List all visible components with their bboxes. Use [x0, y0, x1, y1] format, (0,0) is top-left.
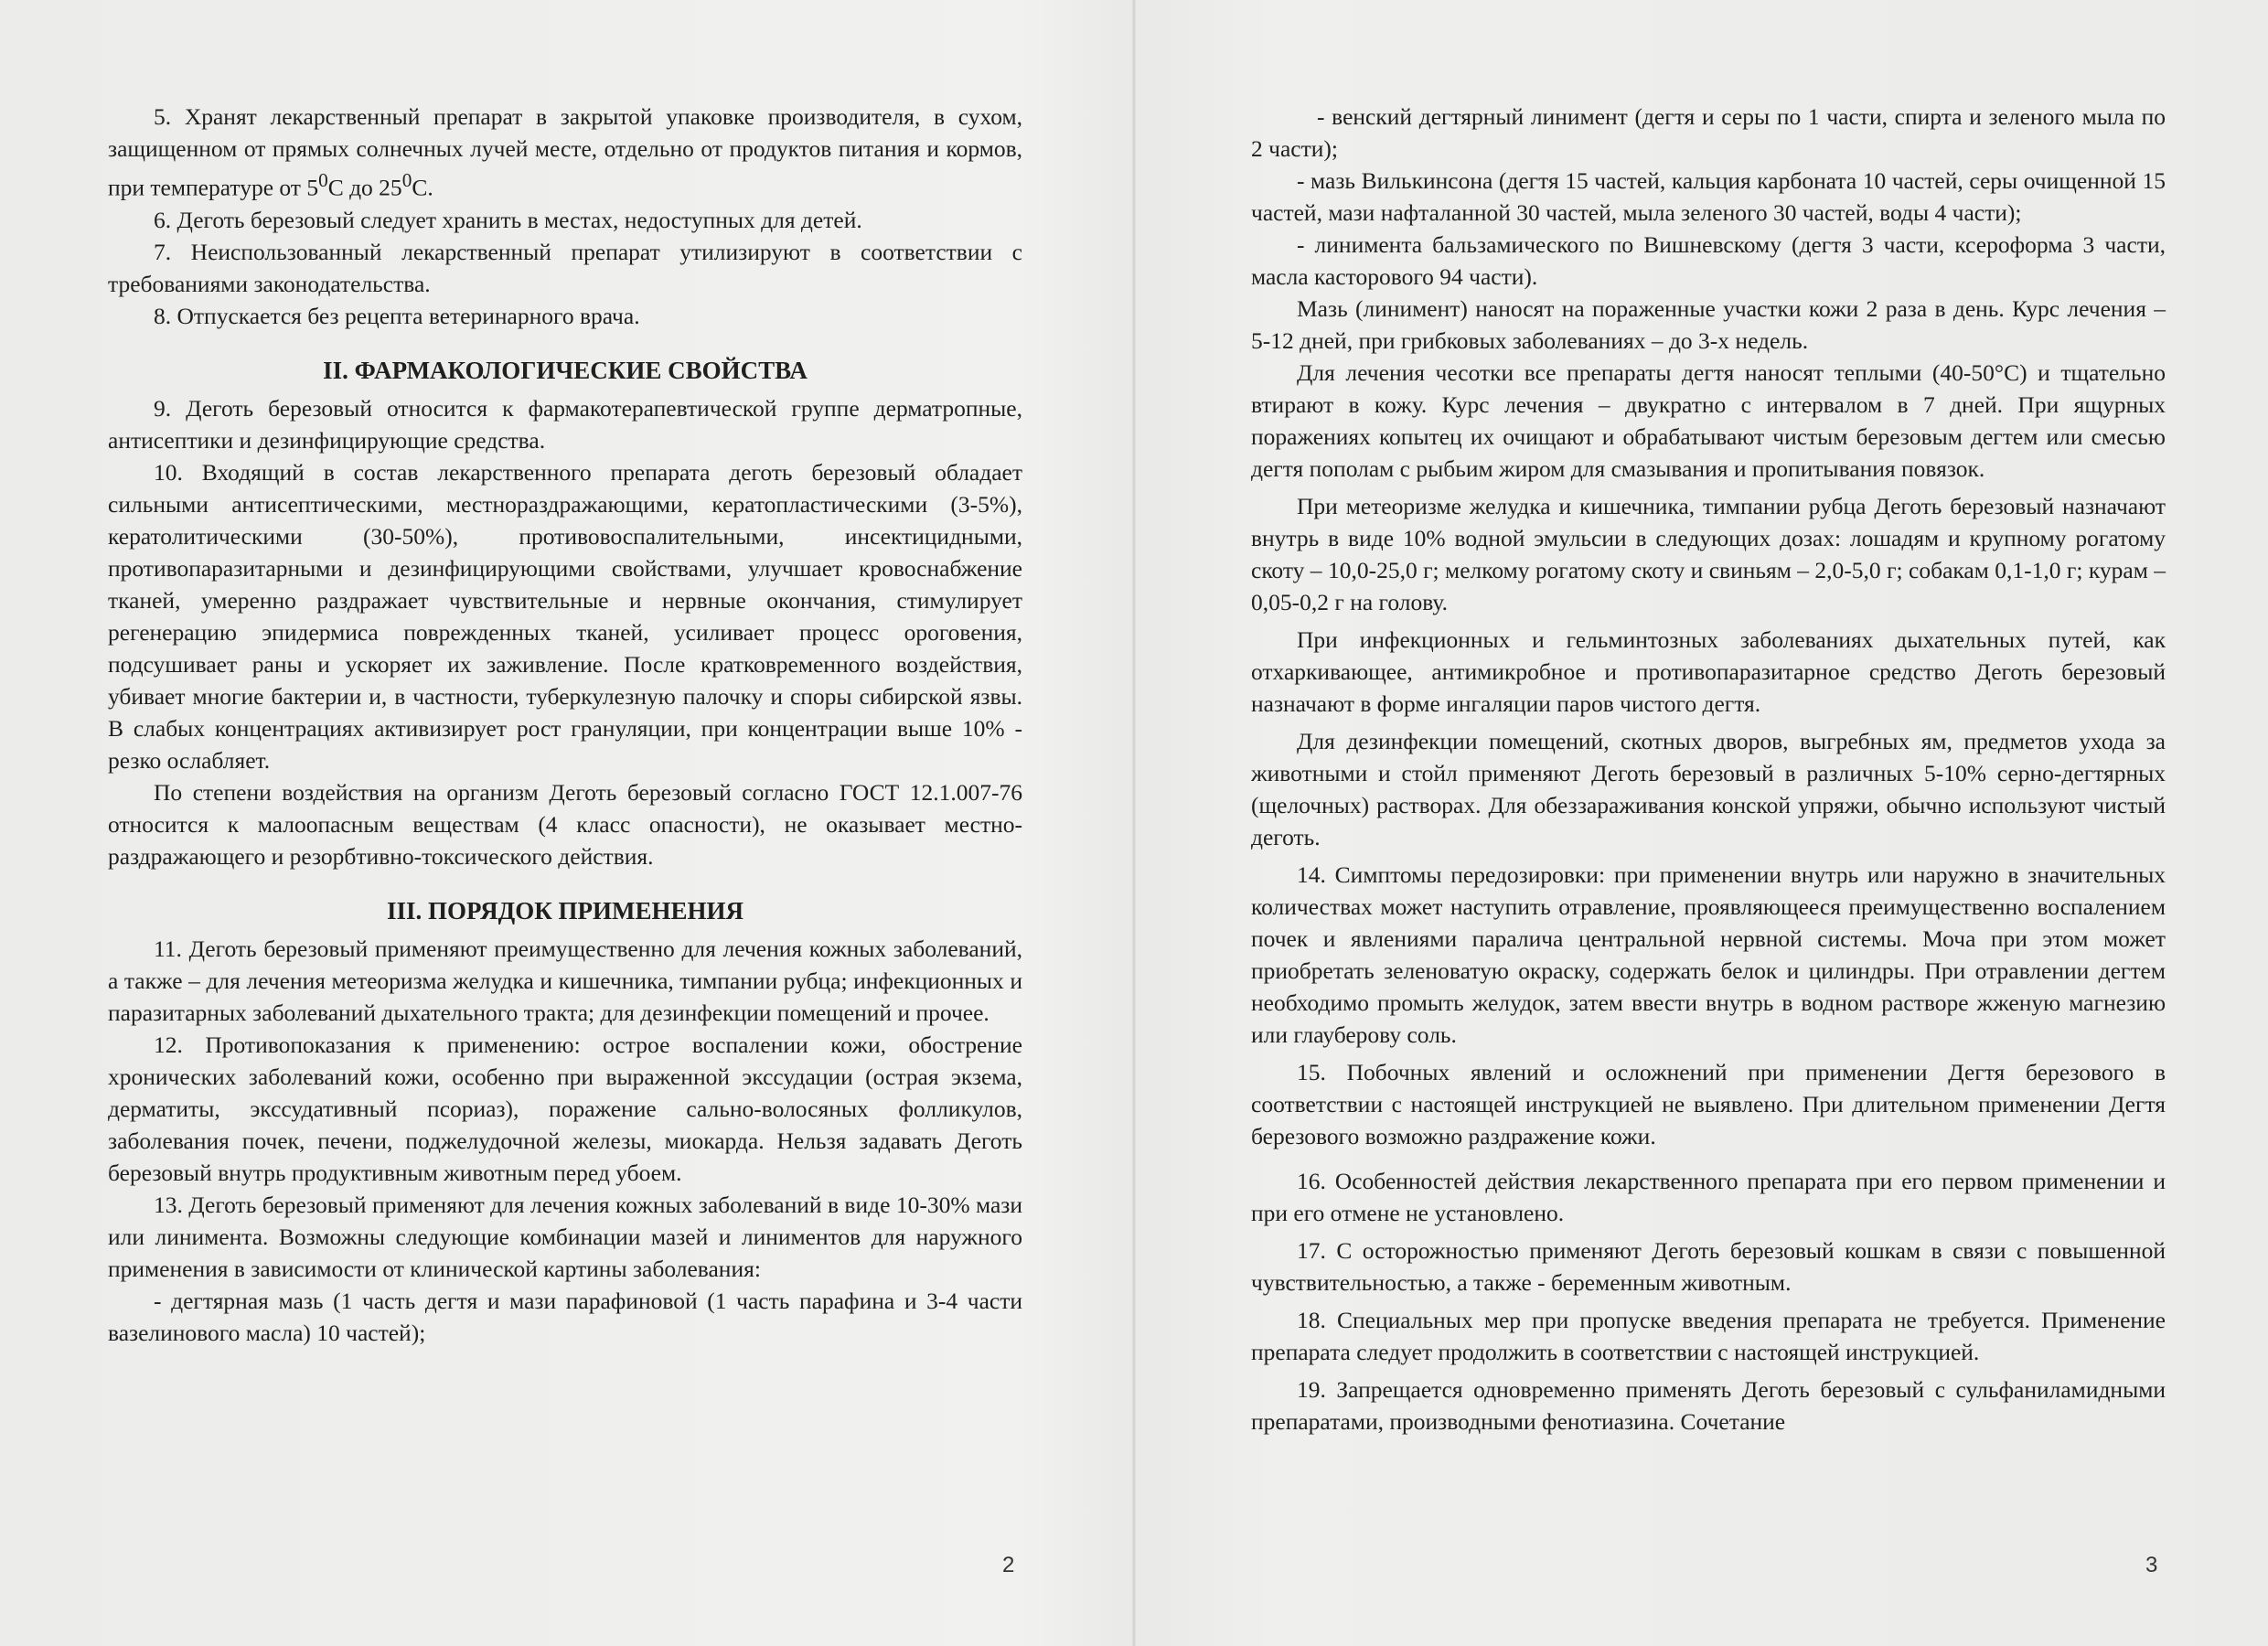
page-fold [1132, 0, 1136, 1646]
paragraph-8: 8. Отпускается без рецепта ветеринарного врача. [154, 302, 640, 329]
paragraph-12: 12. Противопоказания к применению: острое воспалении кожи, обострение хронических заболеваний кожи, особенно при выраженной экссудации (острая экзема, дерматиты, экссудативный псориаз), поражение сально-волосяных фолликулов, заболевания почек, печени, поджелудочной железы, миокарда. Нельзя задавать Деготь березовый внутрь продуктивным животным перед убоем. [108, 1031, 1022, 1186]
paragraph-7: 7. Неиспользованный лекарственный препарат утилизируют в соответствии с требованиями законодательства. [108, 238, 1022, 297]
degree-sup-1: 0 [318, 169, 328, 191]
paragraph-scabies: Для лечения чесотки все препараты дегтя наносят теплыми (40-50°С) и тщательно втирают в кожу. Курс лечения – двукратно с интервалом в 7 дней. При ящурных поражениях копытец их очищают и обрабатывают чистым березовым дегтем или смесью дегтя пополам с рыбьим жиром для смазывания и пропитывания повязок. [1251, 359, 2166, 482]
paragraph-17: 17. С осторожностью применяют Деготь березовый кошкам в связи с повышенной чувствительностью, а также - беременным животным. [1251, 1237, 2166, 1296]
list-item-viennese-liniment: - венский дегтярный линимент (дегтя и серы по 1 части, спирта и зеленого мыла по 2 части); [1251, 103, 2166, 162]
paragraph-11: 11. Деготь березовый применяют преимущественно для лечения кожных заболеваний, а также – для лечения метеоризма желудка и кишечника, тимпании рубца; инфекционных и паразитарных заболеваний дыхательного тракта; для дезинфекции помещений и прочее. [108, 935, 1022, 1026]
paragraph-respiratory: При инфекционных и гельминтозных заболеваниях дыхательных путей, как отхаркивающее, антимикробное и противопаразитарное средство Деготь березовый назначают в форме ингаляции паров чистого дегтя. [1251, 626, 2166, 717]
page-number-right: 3 [2145, 1553, 2158, 1577]
paragraph-application-course: Мазь (линимент) наносят на пораженные участки кожи 2 раза в день. Курс лечения – 5-12 дней, при грибковых заболеваниях – до 3-х недель. [1251, 295, 2166, 354]
list-item-wilkinson-ointment: - мазь Вилькинсона (дегтя 15 частей, кальция карбоната 10 частей, серы очищенной 15 частей, мази нафталанной 30 частей, мыла зеленого 30 частей, воды 4 части); [1251, 167, 2166, 226]
paragraph-10: 10. Входящий в состав лекарственного препарата деготь березовый обладает сильными антисептическими, местнораздражающими, кератопластическими (3-5%), кератолитическими (30-50%), противовоспалительными, инсектицидными, противопаразитарными и дезинфицирующими свойствами, улучшает кровоснабжение тканей, умеренно раздражает чувствительные и нервные окончания, стимулирует регенерацию эпидермиса поврежденных тканей, усиливает процесс ороговения, подсушивает раны и ускоряет их заживление. После кратковременного воздействия, убивает многие бактерии и, в частности, туберкулезную палочку и споры сибирской язвы. В слабых концентрациях активизирует рост грануляции, при концентрации выше 10% - резко ослабляет. [108, 458, 1022, 774]
p5-end-text: С. [412, 174, 433, 201]
paragraph-5 [108, 101, 1022, 204]
page-number-left: 2 [1002, 1553, 1015, 1577]
p5-text: 5. Хранят лекарственный препарат в закрытой упаковке производителя, в сухом, защищенном от прямых солнечных лучей месте, отдельно от продуктов питания и кормов, при температуре от 5 [108, 103, 1022, 201]
paragraph-16: 16. Особенностей действия лекарственного препарата при его первом применении и при его отмене не установлено. [1251, 1168, 2166, 1226]
paragraph-6: 6. Деготь березовый следует хранить в местах, недоступных для детей. [154, 206, 862, 233]
paragraph-18: 18. Специальных мер при пропуске введения препарата не требуется. Применение препарата следует продолжить в соответствии с настоящей инструкцией. [1251, 1307, 2166, 1365]
paragraph-meteorism: При метеоризме желудка и кишечника, тимпании рубца Деготь березовый назначают внутрь в виде 10% водной эмульсии в следующих дозах: лошадям и крупному рогатому скоту – 10,0-25,0 г; мелкому рогатому скоту и свиньям – 2,0-5,0 г; собакам 0,1-1,0 г; курам – 0,05-0,2 г на голову. [1251, 493, 2166, 615]
p5-mid-text: С до 25 [327, 174, 402, 201]
paragraph-14: 14. Симптомы передозировки: при применении внутрь или наружно в значительных количествах может наступить отравление, проявляющееся преимущественно воспалением почек и явлениями паралича центральной нервной системы. Моча при этом может приобретать зеленоватую окраску, содержать белок и цилиндры. При отравлении дегтем необходимо промыть желудок, затем ввести внутрь в водном растворе жженую магнезию или глауберову соль. [1251, 861, 2166, 1048]
paragraph-13: 13. Деготь березовый применяют для лечения кожных заболеваний в виде 10-30% мази или линимента. Возможны следующие комбинации мазей и линиментов для наружного применения в зависимости от клинической картины заболевания: [108, 1191, 1022, 1282]
paragraph-15: 15. Побочных явлений и осложнений при применении Дегтя березового в соответствии с настоящей инструкцией не выявлено. При длительном применении Дегтя березового возможно раздражение кожи. [1251, 1059, 2166, 1149]
right-page [1251, 101, 2166, 1527]
paragraph-13-tar-ointment: - дегтярная мазь (1 часть дегтя и мази парафиновой (1 часть парафина и 3-4 части вазелинового масла) 10 частей); [108, 1287, 1022, 1346]
left-page [108, 101, 1022, 1527]
paragraph-gost: По степени воздействия на организм Деготь березовый согласно ГОСТ 12.1.007-76 относится к малоопасным веществам (4 класс опасности), не оказывает местно-раздражающего и резорбтивно-токсического действия. [108, 778, 1022, 870]
section-heading-pharmacology: II. ФАРМАКОЛОГИЧЕСКИЕ СВОЙСТВА [323, 356, 808, 384]
paragraph-19: 19. Запрещается одновременно применять Деготь березовый с сульфаниламидными препаратами, производными фенотиазина. Сочетание [1251, 1376, 2166, 1435]
degree-sup-2: 0 [401, 169, 412, 191]
section-heading-usage: III. ПОРЯДОК ПРИМЕНЕНИЯ [386, 896, 744, 925]
paragraph-disinfection: Для дезинфекции помещений, скотных дворов, выгребных ям, предметов ухода за животными и стойл применяют Деготь березовый в различных 5-10% серно-дегтярных (щелочных) растворах. Для обеззараживания конской упряжи, обычно используют чистый деготь. [1251, 728, 2166, 850]
list-item-vishnevsky-liniment: - линимента бальзамического по Вишневскому (дегтя 3 части, ксероформа 3 части, масла касторового 94 части). [1251, 231, 2166, 290]
paragraph-9: 9. Деготь березовый относится к фармакотерапевтической группе дерматропные, антисептики и дезинфицирующие средства. [108, 394, 1022, 454]
